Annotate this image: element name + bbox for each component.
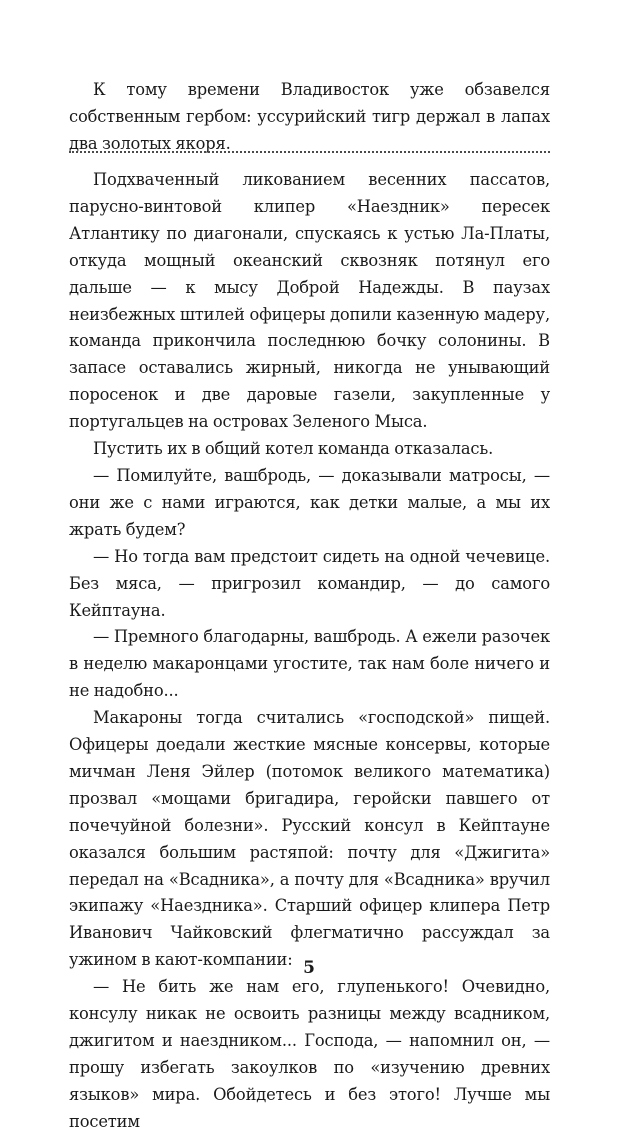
paragraph: — Премного благодарны, вашбродь. А ежели разочек в неделю макаронцами угостите, так нам боле ничего и не надобно... [69,627,550,701]
paragraph: Пустить их в общий котел команда отказалась. [93,439,494,459]
paragraph: — Помилуйте, вашбродь, — доказывали матросы, — они же с нами играются, как детки малые, а мы их жрать будем? [69,465,550,539]
paragraph: Макароны тогда считались «господской» пищей. Офицеры доедали жесткие мясные консервы, которые мичман Леня Эйлер (потомок великого математика) прозвал «мощами бригадира, геройски павшего от почечуйной болезни». Русский консул в Кейптауне оказался большим растяпой: почту для «Джигита» передал на «Всадника», а почту для «Всадника» вручил экипажу «Наездника». Старший офицер клипера Петр Иванович Чайковский флегматично рассуждал за ужином в кают-компании: [69,708,550,970]
section-2-text [69,167,550,1136]
paragraph: — Но тогда вам предстоит сидеть на одной чечевице. Без мяса, — пригрозил командир, — до самого Кейптауна. [69,546,550,620]
section-1-text [69,77,550,158]
paragraph: Подхваченный ликованием весенних пассатов, парусно-винтовой клипер «Наездник» пересек Атлантику по диагонали, спускаясь к устью Ла-Платы, откуда мощный океанский сквозняк потянул его дальше — к мысу Доброй Надежды. В паузах неизбежных штилей офицеры допили казенную мадеру, команда прикончила последнюю бочку солонины. В запасе оставались жирный, никогда не унывающий поросенок и две даровые газели, закупленные у португальцев на островах Зеленого Мыса. [69,170,550,432]
paragraph: — Не бить же нам его, глупенького! Очевидно, консулу никак не освоить разницы между всадником, джигитом и наездником... Господа, — напомнил он, — прошу избегать закоулков по «изучению древних языков» мира. Обойдетесь и без этого! Лучше мы посетим [69,977,550,1131]
paragraph: К тому времени Владивосток уже обзавелся собственным гербом: уссурийский тигр держал в лапах два золотых якоря. [69,80,550,153]
page-number: 5 [303,958,315,978]
section-divider [69,151,550,153]
